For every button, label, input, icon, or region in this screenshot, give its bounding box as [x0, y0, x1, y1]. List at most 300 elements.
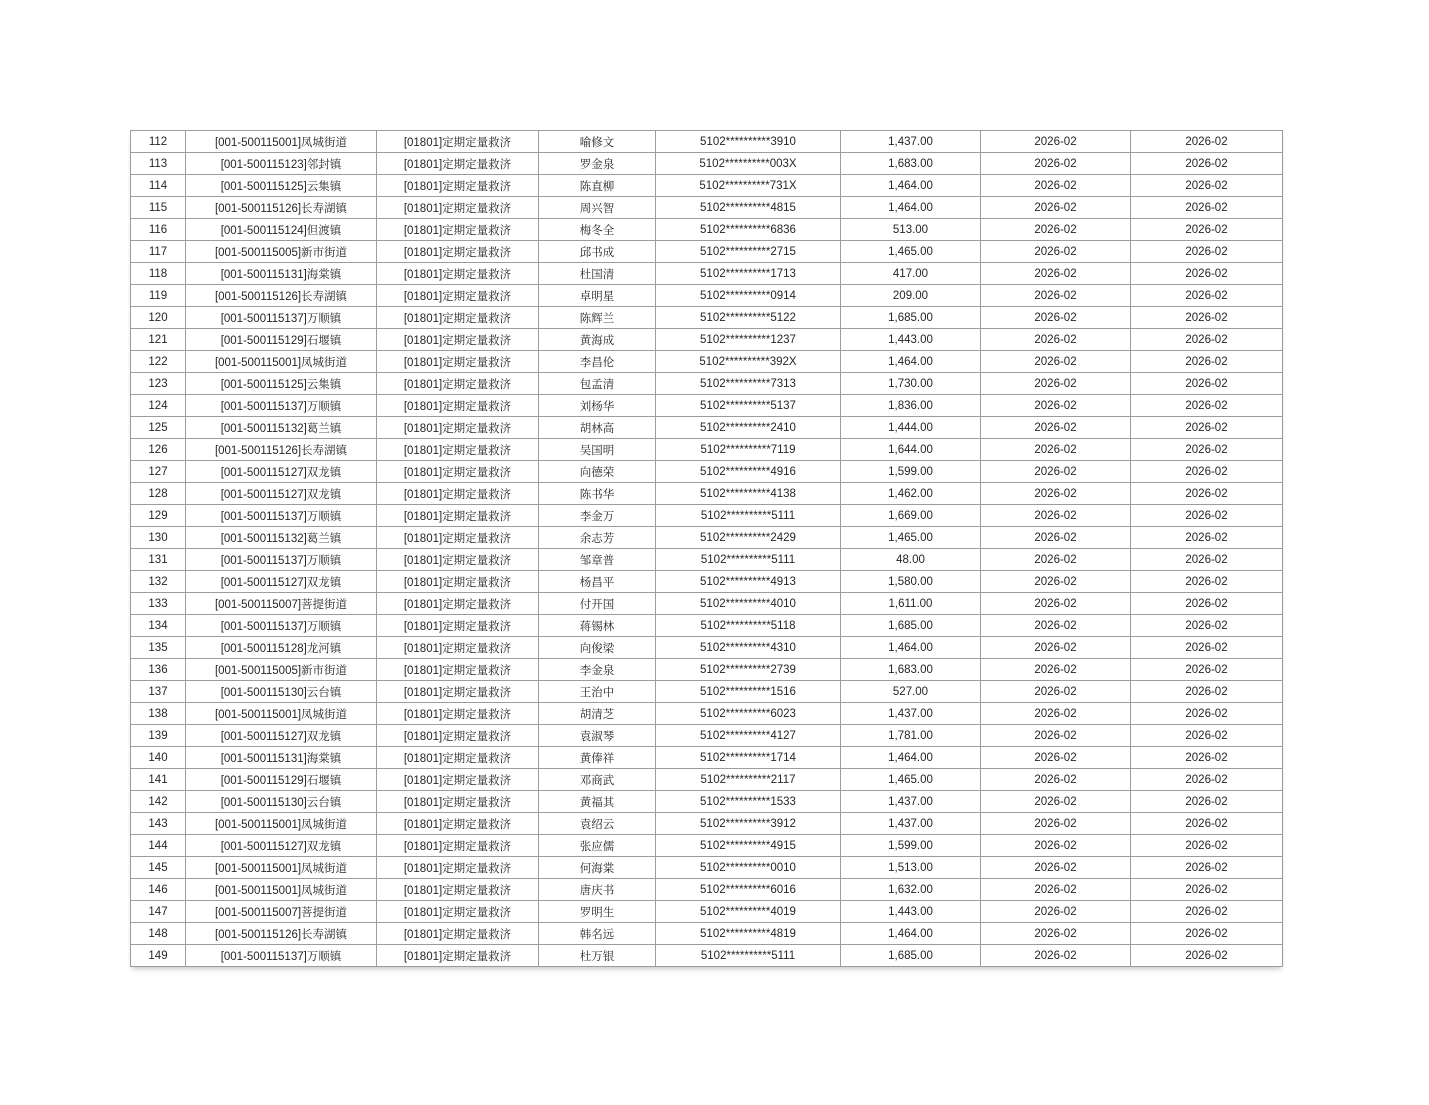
cell-index: 120: [131, 307, 186, 329]
cell-amount: 1,465.00: [841, 769, 981, 791]
cell-month_b: 2026-02: [1131, 879, 1283, 901]
cell-index: 128: [131, 483, 186, 505]
cell-category: [01801]定期定量救济: [377, 219, 539, 241]
cell-district: [001-500115124]但渡镇: [186, 219, 377, 241]
cell-district: [001-500115137]万顺镇: [186, 615, 377, 637]
cell-amount: 1,580.00: [841, 571, 981, 593]
cell-id_masked: 5102**********4916: [656, 461, 841, 483]
cell-month_b: 2026-02: [1131, 681, 1283, 703]
cell-amount: 1,683.00: [841, 659, 981, 681]
cell-month_b: 2026-02: [1131, 351, 1283, 373]
cell-month_b: 2026-02: [1131, 923, 1283, 945]
cell-name: 向俊梁: [539, 637, 656, 659]
cell-category: [01801]定期定量救济: [377, 153, 539, 175]
cell-index: 139: [131, 725, 186, 747]
cell-district: [001-500115007]菩提街道: [186, 901, 377, 923]
cell-amount: 1,464.00: [841, 747, 981, 769]
cell-id_masked: 5102**********6016: [656, 879, 841, 901]
table-row: [131, 307, 1283, 329]
cell-month_b: 2026-02: [1131, 417, 1283, 439]
cell-district: [001-500115127]双龙镇: [186, 835, 377, 857]
table-row: [131, 637, 1283, 659]
cell-district: [001-500115132]葛兰镇: [186, 417, 377, 439]
cell-index: 144: [131, 835, 186, 857]
cell-amount: 417.00: [841, 263, 981, 285]
cell-category: [01801]定期定量救济: [377, 483, 539, 505]
cell-name: 何海棠: [539, 857, 656, 879]
cell-name: 李金泉: [539, 659, 656, 681]
cell-month_b: 2026-02: [1131, 395, 1283, 417]
cell-category: [01801]定期定量救济: [377, 637, 539, 659]
table-row: [131, 417, 1283, 439]
cell-month_b: 2026-02: [1131, 725, 1283, 747]
cell-amount: 527.00: [841, 681, 981, 703]
cell-month_b: 2026-02: [1131, 461, 1283, 483]
cell-name: 李昌伦: [539, 351, 656, 373]
table-row: [131, 395, 1283, 417]
cell-district: [001-500115126]长寿湖镇: [186, 439, 377, 461]
cell-id_masked: 5102**********1714: [656, 747, 841, 769]
cell-month_a: 2026-02: [981, 351, 1131, 373]
cell-category: [01801]定期定量救济: [377, 923, 539, 945]
cell-category: [01801]定期定量救济: [377, 461, 539, 483]
cell-category: [01801]定期定量救济: [377, 835, 539, 857]
cell-district: [001-500115129]石堰镇: [186, 329, 377, 351]
cell-month_a: 2026-02: [981, 571, 1131, 593]
table-row: [131, 219, 1283, 241]
cell-id_masked: 5102**********2739: [656, 659, 841, 681]
cell-district: [001-500115001]凤城街道: [186, 857, 377, 879]
cell-month_a: 2026-02: [981, 483, 1131, 505]
cell-district: [001-500115126]长寿湖镇: [186, 923, 377, 945]
cell-amount: 1,685.00: [841, 945, 981, 967]
cell-index: 135: [131, 637, 186, 659]
table-row: [131, 351, 1283, 373]
table-row: [131, 483, 1283, 505]
cell-amount: 1,513.00: [841, 857, 981, 879]
cell-name: 吴国明: [539, 439, 656, 461]
cell-id_masked: 5102**********6836: [656, 219, 841, 241]
cell-category: [01801]定期定量救济: [377, 263, 539, 285]
cell-category: [01801]定期定量救济: [377, 659, 539, 681]
table-row: [131, 681, 1283, 703]
table-row: [131, 835, 1283, 857]
cell-index: 129: [131, 505, 186, 527]
cell-amount: 1,836.00: [841, 395, 981, 417]
cell-name: 向德荣: [539, 461, 656, 483]
cell-name: 胡清芝: [539, 703, 656, 725]
cell-month_b: 2026-02: [1131, 527, 1283, 549]
table-body: [131, 131, 1283, 967]
cell-district: [001-500115130]云台镇: [186, 681, 377, 703]
cell-name: 罗明生: [539, 901, 656, 923]
cell-category: [01801]定期定量救济: [377, 747, 539, 769]
cell-district: [001-500115001]凤城街道: [186, 703, 377, 725]
cell-id_masked: 5102**********4915: [656, 835, 841, 857]
cell-month_b: 2026-02: [1131, 901, 1283, 923]
table-row: [131, 263, 1283, 285]
cell-amount: 1,465.00: [841, 527, 981, 549]
cell-id_masked: 5102**********1237: [656, 329, 841, 351]
cell-category: [01801]定期定量救济: [377, 945, 539, 967]
table-row: [131, 945, 1283, 967]
cell-name: 罗金泉: [539, 153, 656, 175]
cell-month_a: 2026-02: [981, 747, 1131, 769]
cell-month_a: 2026-02: [981, 285, 1131, 307]
cell-index: 136: [131, 659, 186, 681]
cell-name: 余志芳: [539, 527, 656, 549]
cell-month_b: 2026-02: [1131, 483, 1283, 505]
cell-amount: 1,462.00: [841, 483, 981, 505]
cell-district: [001-500115126]长寿湖镇: [186, 197, 377, 219]
table-row: [131, 747, 1283, 769]
cell-month_b: 2026-02: [1131, 835, 1283, 857]
cell-amount: 1,644.00: [841, 439, 981, 461]
table-row: [131, 131, 1283, 153]
cell-district: [001-500115001]凤城街道: [186, 813, 377, 835]
cell-month_a: 2026-02: [981, 835, 1131, 857]
cell-district: [001-500115001]凤城街道: [186, 879, 377, 901]
table-row: [131, 197, 1283, 219]
cell-name: 陈书华: [539, 483, 656, 505]
cell-month_a: 2026-02: [981, 219, 1131, 241]
cell-month_b: 2026-02: [1131, 263, 1283, 285]
cell-month_a: 2026-02: [981, 879, 1131, 901]
cell-index: 149: [131, 945, 186, 967]
cell-district: [001-500115131]海棠镇: [186, 747, 377, 769]
cell-index: 137: [131, 681, 186, 703]
cell-name: 刘杨华: [539, 395, 656, 417]
table-row: [131, 593, 1283, 615]
cell-month_b: 2026-02: [1131, 505, 1283, 527]
cell-id_masked: 5102**********731X: [656, 175, 841, 197]
cell-index: 127: [131, 461, 186, 483]
cell-category: [01801]定期定量救济: [377, 197, 539, 219]
cell-id_masked: 5102**********3912: [656, 813, 841, 835]
cell-index: 113: [131, 153, 186, 175]
cell-month_b: 2026-02: [1131, 175, 1283, 197]
cell-month_b: 2026-02: [1131, 307, 1283, 329]
cell-month_b: 2026-02: [1131, 131, 1283, 153]
cell-month_b: 2026-02: [1131, 637, 1283, 659]
cell-name: 蒋锡林: [539, 615, 656, 637]
cell-id_masked: 5102**********4019: [656, 901, 841, 923]
cell-index: 147: [131, 901, 186, 923]
cell-id_masked: 5102**********4010: [656, 593, 841, 615]
cell-amount: 1,464.00: [841, 637, 981, 659]
cell-amount: 1,685.00: [841, 307, 981, 329]
cell-month_b: 2026-02: [1131, 593, 1283, 615]
cell-name: 韩名远: [539, 923, 656, 945]
cell-amount: 1,599.00: [841, 461, 981, 483]
cell-month_b: 2026-02: [1131, 373, 1283, 395]
cell-id_masked: 5102**********4913: [656, 571, 841, 593]
cell-name: 胡林高: [539, 417, 656, 439]
cell-name: 喻修文: [539, 131, 656, 153]
cell-index: 118: [131, 263, 186, 285]
cell-index: 117: [131, 241, 186, 263]
cell-name: 杨昌平: [539, 571, 656, 593]
cell-month_a: 2026-02: [981, 615, 1131, 637]
cell-name: 李金万: [539, 505, 656, 527]
cell-name: 卓明星: [539, 285, 656, 307]
cell-category: [01801]定期定量救济: [377, 725, 539, 747]
cell-index: 143: [131, 813, 186, 835]
cell-month_a: 2026-02: [981, 945, 1131, 967]
cell-amount: 48.00: [841, 549, 981, 571]
cell-id_masked: 5102**********2410: [656, 417, 841, 439]
cell-index: 133: [131, 593, 186, 615]
relief-records-table: [130, 130, 1283, 967]
table-row: [131, 923, 1283, 945]
cell-index: 142: [131, 791, 186, 813]
cell-name: 张应儒: [539, 835, 656, 857]
cell-index: 126: [131, 439, 186, 461]
cell-amount: 1,464.00: [841, 197, 981, 219]
cell-month_a: 2026-02: [981, 505, 1131, 527]
cell-name: 袁绍云: [539, 813, 656, 835]
cell-month_a: 2026-02: [981, 901, 1131, 923]
cell-id_masked: 5102**********4138: [656, 483, 841, 505]
table-row: [131, 879, 1283, 901]
table-row: [131, 769, 1283, 791]
table-row: [131, 175, 1283, 197]
cell-category: [01801]定期定量救济: [377, 857, 539, 879]
cell-id_masked: 5102**********4819: [656, 923, 841, 945]
cell-category: [01801]定期定量救济: [377, 351, 539, 373]
cell-name: 王治中: [539, 681, 656, 703]
cell-district: [001-500115137]万顺镇: [186, 395, 377, 417]
cell-index: 148: [131, 923, 186, 945]
table-row: [131, 571, 1283, 593]
cell-district: [001-500115137]万顺镇: [186, 505, 377, 527]
cell-month_a: 2026-02: [981, 681, 1131, 703]
cell-id_masked: 5102**********5111: [656, 945, 841, 967]
cell-month_a: 2026-02: [981, 241, 1131, 263]
cell-index: 125: [131, 417, 186, 439]
cell-district: [001-500115137]万顺镇: [186, 307, 377, 329]
cell-category: [01801]定期定量救济: [377, 593, 539, 615]
cell-amount: 1,443.00: [841, 901, 981, 923]
cell-district: [001-500115125]云集镇: [186, 175, 377, 197]
cell-district: [001-500115130]云台镇: [186, 791, 377, 813]
cell-id_masked: 5102**********392X: [656, 351, 841, 373]
cell-id_masked: 5102**********1533: [656, 791, 841, 813]
cell-month_a: 2026-02: [981, 131, 1131, 153]
cell-month_a: 2026-02: [981, 197, 1131, 219]
cell-month_b: 2026-02: [1131, 571, 1283, 593]
cell-index: 146: [131, 879, 186, 901]
cell-category: [01801]定期定量救济: [377, 813, 539, 835]
cell-name: 梅冬全: [539, 219, 656, 241]
cell-district: [001-500115126]长寿湖镇: [186, 285, 377, 307]
cell-month_b: 2026-02: [1131, 945, 1283, 967]
cell-district: [001-500115129]石堰镇: [186, 769, 377, 791]
cell-amount: 1,437.00: [841, 703, 981, 725]
cell-month_a: 2026-02: [981, 373, 1131, 395]
cell-name: 邱书成: [539, 241, 656, 263]
cell-amount: 1,437.00: [841, 813, 981, 835]
cell-id_masked: 5102**********6023: [656, 703, 841, 725]
cell-index: 115: [131, 197, 186, 219]
table-row: [131, 505, 1283, 527]
cell-category: [01801]定期定量救济: [377, 571, 539, 593]
cell-category: [01801]定期定量救济: [377, 285, 539, 307]
cell-district: [001-500115127]双龙镇: [186, 571, 377, 593]
table-row: [131, 703, 1283, 725]
cell-name: 黄俸祥: [539, 747, 656, 769]
table-row: [131, 659, 1283, 681]
cell-district: [001-500115131]海棠镇: [186, 263, 377, 285]
cell-amount: 1,611.00: [841, 593, 981, 615]
cell-category: [01801]定期定量救济: [377, 615, 539, 637]
table-row: [131, 527, 1283, 549]
table-row: [131, 285, 1283, 307]
cell-month_b: 2026-02: [1131, 241, 1283, 263]
cell-id_masked: 5102**********5111: [656, 549, 841, 571]
table-row: [131, 813, 1283, 835]
cell-month_a: 2026-02: [981, 703, 1131, 725]
cell-category: [01801]定期定量救济: [377, 175, 539, 197]
cell-month_a: 2026-02: [981, 417, 1131, 439]
cell-index: 138: [131, 703, 186, 725]
table-row: [131, 461, 1283, 483]
cell-month_a: 2026-02: [981, 527, 1131, 549]
cell-amount: 1,632.00: [841, 879, 981, 901]
table-row: [131, 549, 1283, 571]
cell-category: [01801]定期定量救济: [377, 131, 539, 153]
cell-amount: 1,444.00: [841, 417, 981, 439]
cell-amount: 1,465.00: [841, 241, 981, 263]
cell-month_b: 2026-02: [1131, 549, 1283, 571]
cell-category: [01801]定期定量救济: [377, 527, 539, 549]
cell-district: [001-500115127]双龙镇: [186, 725, 377, 747]
cell-index: 122: [131, 351, 186, 373]
cell-id_masked: 5102**********2715: [656, 241, 841, 263]
cell-month_b: 2026-02: [1131, 769, 1283, 791]
cell-amount: 1,437.00: [841, 131, 981, 153]
cell-index: 124: [131, 395, 186, 417]
cell-district: [001-500115128]龙河镇: [186, 637, 377, 659]
table-row: [131, 329, 1283, 351]
cell-index: 114: [131, 175, 186, 197]
cell-id_masked: 5102**********003X: [656, 153, 841, 175]
cell-month_b: 2026-02: [1131, 659, 1283, 681]
cell-district: [001-500115001]凤城街道: [186, 131, 377, 153]
cell-category: [01801]定期定量救济: [377, 549, 539, 571]
cell-amount: 1,685.00: [841, 615, 981, 637]
cell-id_masked: 5102**********1516: [656, 681, 841, 703]
cell-month_a: 2026-02: [981, 593, 1131, 615]
cell-category: [01801]定期定量救济: [377, 703, 539, 725]
cell-district: [001-500115127]双龙镇: [186, 483, 377, 505]
cell-category: [01801]定期定量救济: [377, 879, 539, 901]
cell-category: [01801]定期定量救济: [377, 769, 539, 791]
cell-month_a: 2026-02: [981, 307, 1131, 329]
cell-month_a: 2026-02: [981, 395, 1131, 417]
cell-id_masked: 5102**********5111: [656, 505, 841, 527]
cell-id_masked: 5102**********0914: [656, 285, 841, 307]
cell-name: 陈辉兰: [539, 307, 656, 329]
cell-id_masked: 5102**********3910: [656, 131, 841, 153]
cell-amount: 1,464.00: [841, 175, 981, 197]
cell-name: 包孟清: [539, 373, 656, 395]
cell-index: 116: [131, 219, 186, 241]
cell-index: 119: [131, 285, 186, 307]
cell-name: 杜国清: [539, 263, 656, 285]
table-row: [131, 373, 1283, 395]
cell-name: 付开国: [539, 593, 656, 615]
cell-district: [001-500115137]万顺镇: [186, 945, 377, 967]
cell-name: 黄海成: [539, 329, 656, 351]
cell-id_masked: 5102**********5137: [656, 395, 841, 417]
cell-id_masked: 5102**********0010: [656, 857, 841, 879]
cell-id_masked: 5102**********7313: [656, 373, 841, 395]
cell-district: [001-500115007]菩提街道: [186, 593, 377, 615]
cell-month_b: 2026-02: [1131, 197, 1283, 219]
cell-amount: 1,443.00: [841, 329, 981, 351]
cell-amount: 1,669.00: [841, 505, 981, 527]
cell-id_masked: 5102**********5118: [656, 615, 841, 637]
cell-name: 周兴智: [539, 197, 656, 219]
cell-name: 邓商武: [539, 769, 656, 791]
cell-district: [001-500115125]云集镇: [186, 373, 377, 395]
cell-month_a: 2026-02: [981, 813, 1131, 835]
cell-index: 131: [131, 549, 186, 571]
cell-index: 112: [131, 131, 186, 153]
cell-id_masked: 5102**********2429: [656, 527, 841, 549]
cell-index: 141: [131, 769, 186, 791]
cell-district: [001-500115123]邻封镇: [186, 153, 377, 175]
cell-name: 袁淑琴: [539, 725, 656, 747]
cell-category: [01801]定期定量救济: [377, 681, 539, 703]
cell-month_b: 2026-02: [1131, 747, 1283, 769]
cell-district: [001-500115005]新市街道: [186, 241, 377, 263]
cell-id_masked: 5102**********4127: [656, 725, 841, 747]
cell-month_b: 2026-02: [1131, 813, 1283, 835]
cell-month_a: 2026-02: [981, 329, 1131, 351]
cell-amount: 1,464.00: [841, 923, 981, 945]
cell-month_a: 2026-02: [981, 175, 1131, 197]
cell-category: [01801]定期定量救济: [377, 329, 539, 351]
cell-category: [01801]定期定量救济: [377, 395, 539, 417]
cell-index: 145: [131, 857, 186, 879]
table-row: [131, 901, 1283, 923]
table-row: [131, 791, 1283, 813]
cell-id_masked: 5102**********1713: [656, 263, 841, 285]
cell-district: [001-500115005]新市街道: [186, 659, 377, 681]
cell-index: 134: [131, 615, 186, 637]
cell-name: 陈直柳: [539, 175, 656, 197]
cell-category: [01801]定期定量救济: [377, 373, 539, 395]
cell-month_b: 2026-02: [1131, 219, 1283, 241]
cell-month_b: 2026-02: [1131, 153, 1283, 175]
cell-id_masked: 5102**********5122: [656, 307, 841, 329]
cell-amount: 1,437.00: [841, 791, 981, 813]
cell-index: 130: [131, 527, 186, 549]
cell-category: [01801]定期定量救济: [377, 901, 539, 923]
table-row: [131, 725, 1283, 747]
table-row: [131, 615, 1283, 637]
cell-category: [01801]定期定量救济: [377, 241, 539, 263]
cell-name: 唐庆书: [539, 879, 656, 901]
cell-month_a: 2026-02: [981, 439, 1131, 461]
cell-month_a: 2026-02: [981, 923, 1131, 945]
cell-id_masked: 5102**********7119: [656, 439, 841, 461]
cell-month_a: 2026-02: [981, 263, 1131, 285]
cell-amount: 1,464.00: [841, 351, 981, 373]
cell-category: [01801]定期定量救济: [377, 417, 539, 439]
